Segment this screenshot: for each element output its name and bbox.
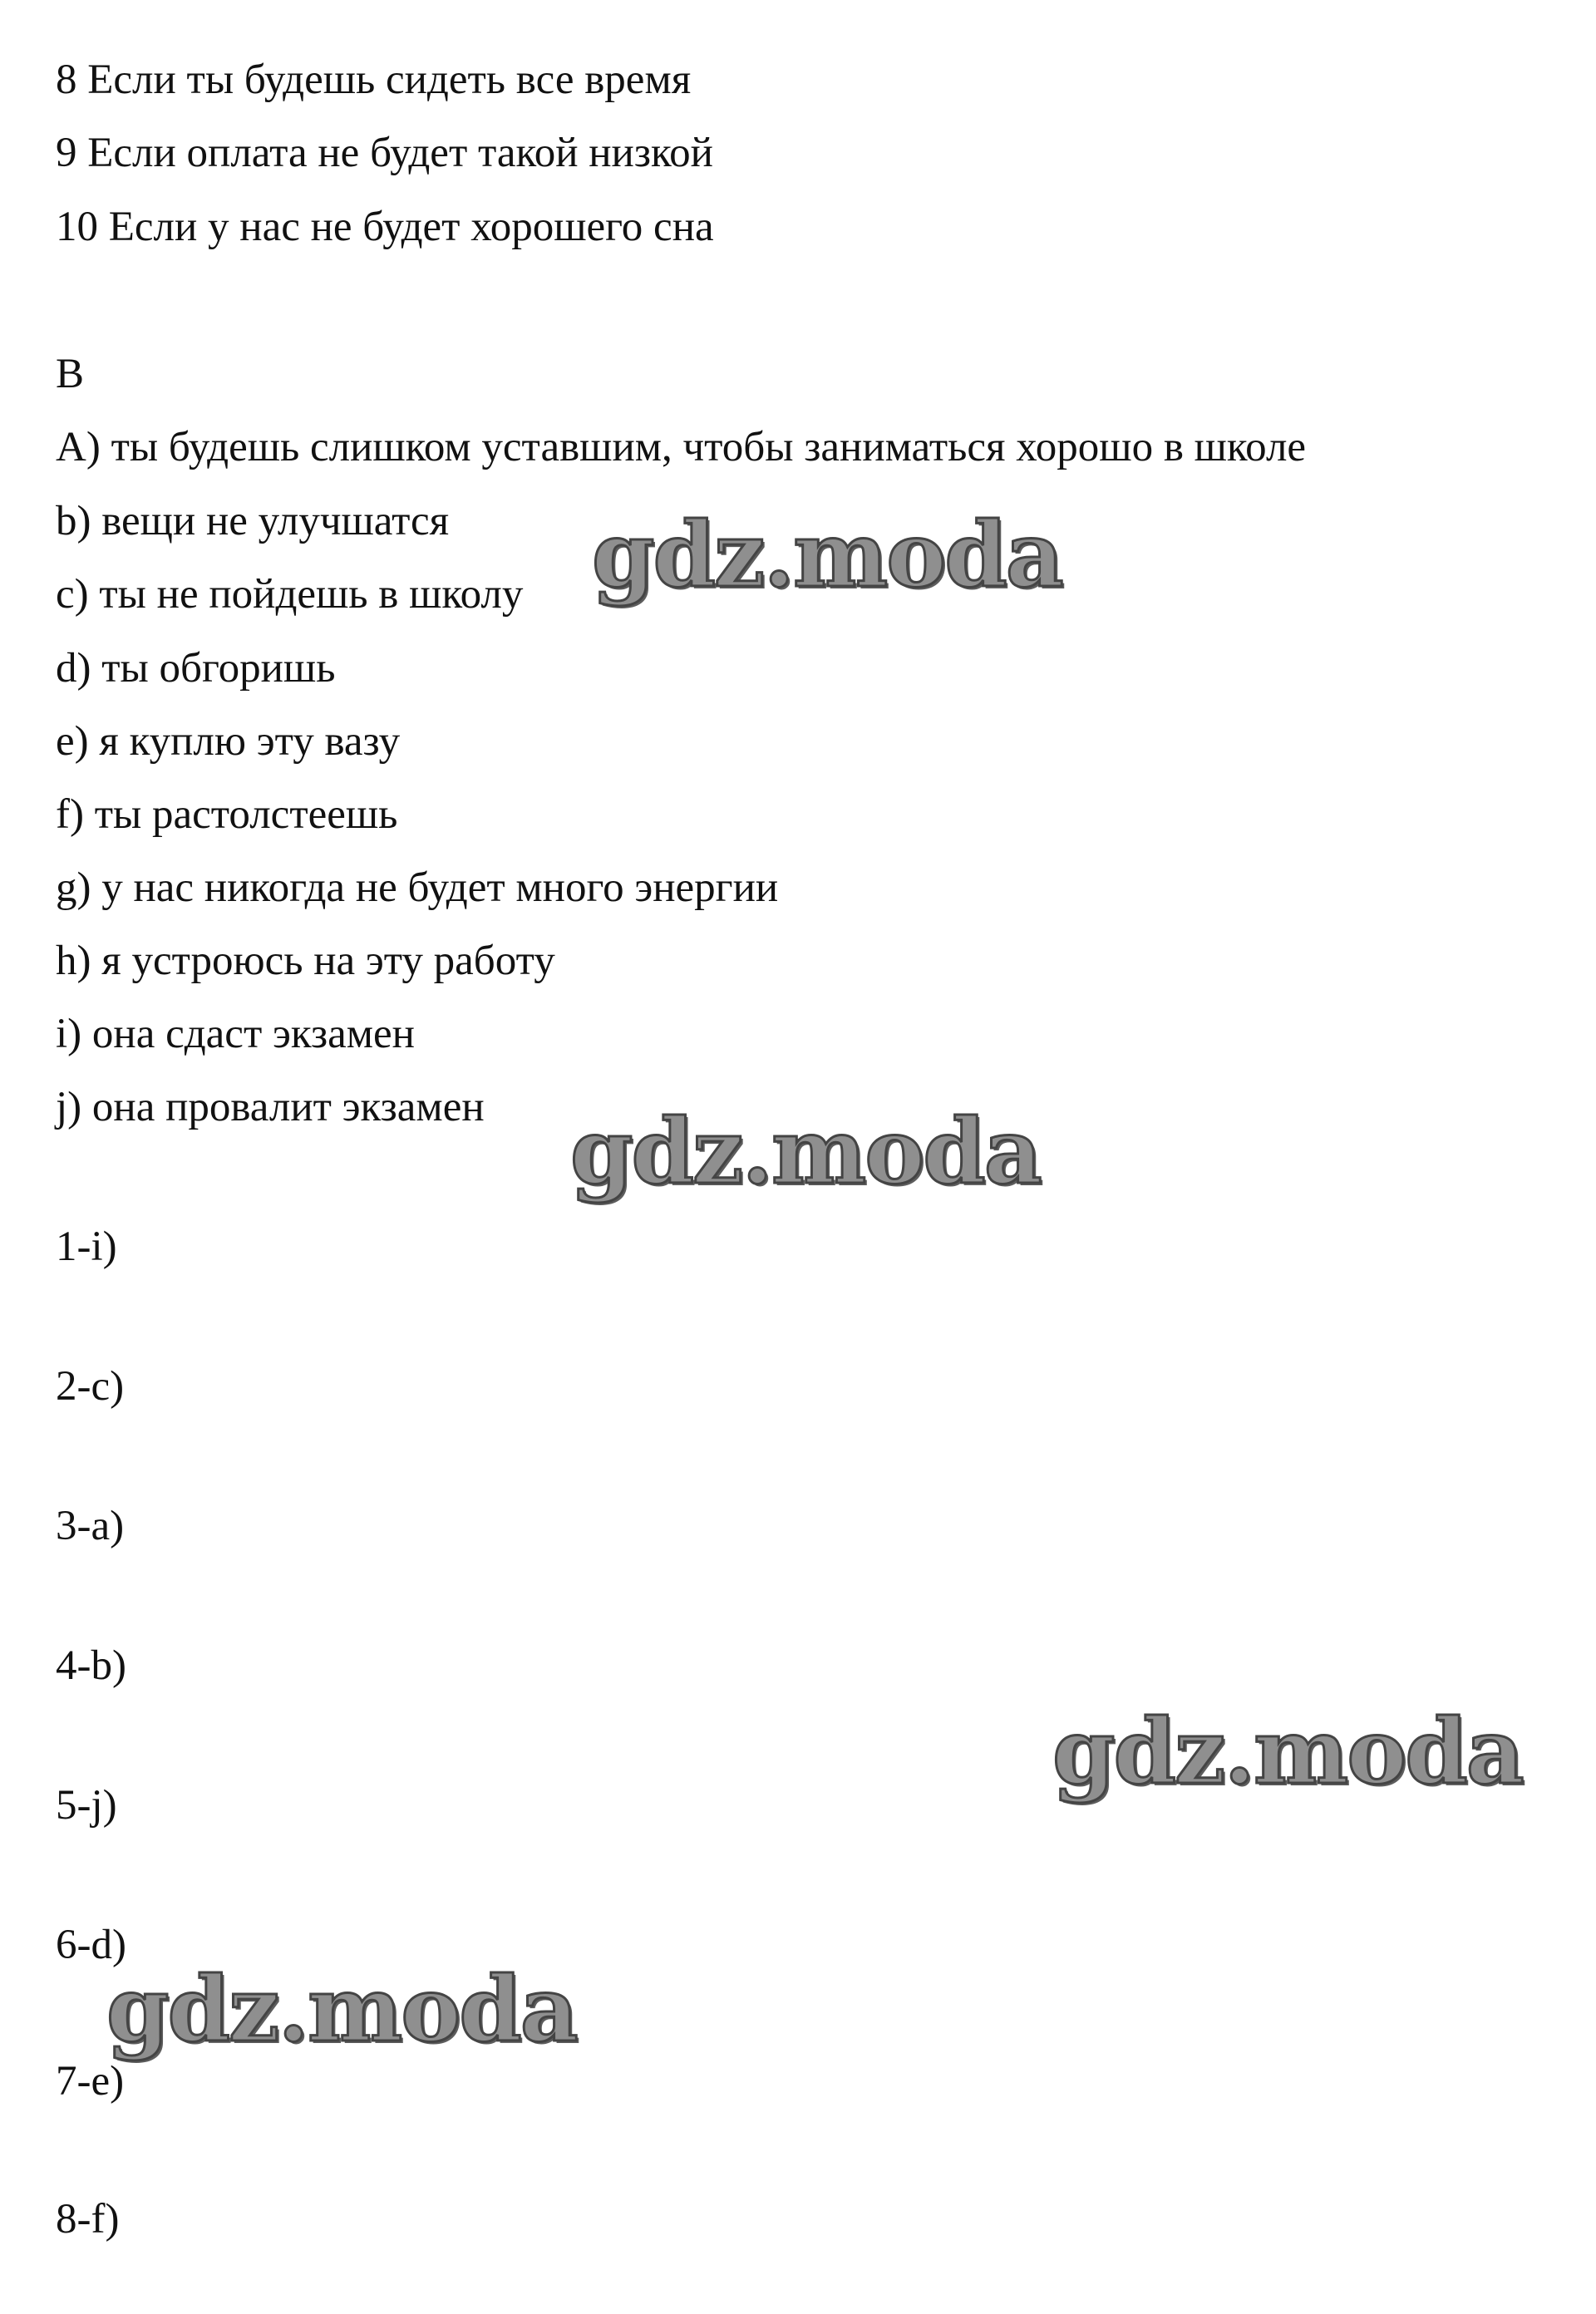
option-h: h) я устроюсь на эту работу — [56, 938, 555, 984]
option-d: d) ты обгоришь — [56, 645, 336, 692]
answer-6: 6-d) — [56, 1922, 126, 1968]
option-j: j) она провалит экзамен — [56, 1084, 485, 1130]
option-b: b) вещи не улучшатся — [56, 498, 450, 544]
option-e: e) я куплю эту вазу — [56, 718, 401, 765]
watermark: gdz.moda — [1052, 1700, 1523, 1804]
answer-1: 1-i) — [56, 1223, 117, 1270]
condition-9: 9 Если оплата не будет такой низкой — [56, 130, 713, 176]
option-a: A) ты будешь слишком уставшим, чтобы заниматься хорошо в школе — [56, 424, 1307, 470]
watermark: gdz.moda — [106, 1957, 577, 2062]
option-c: c) ты не пойдешь в школу — [56, 571, 524, 618]
answer-2: 2-c) — [56, 1363, 125, 1410]
section-b-heading: B — [56, 351, 85, 397]
option-i: i) она сдаст экзамен — [56, 1011, 415, 1057]
option-g: g) у нас никогда не будет много энергии — [56, 864, 779, 911]
answer-7: 7-e) — [56, 2058, 125, 2105]
answer-4: 4-b) — [56, 1642, 126, 1689]
condition-10: 10 Если у нас не будет хорошего сна — [56, 204, 714, 250]
option-f: f) ты растолстеешь — [56, 791, 398, 838]
answer-8: 8-f) — [56, 2196, 120, 2243]
answer-3: 3-a) — [56, 1503, 125, 1549]
condition-8: 8 Если ты будешь сидеть все время — [56, 57, 692, 103]
watermark: gdz.moda — [570, 1100, 1041, 1204]
answer-5: 5-j) — [56, 1782, 117, 1829]
watermark: gdz.moda — [592, 503, 1062, 608]
